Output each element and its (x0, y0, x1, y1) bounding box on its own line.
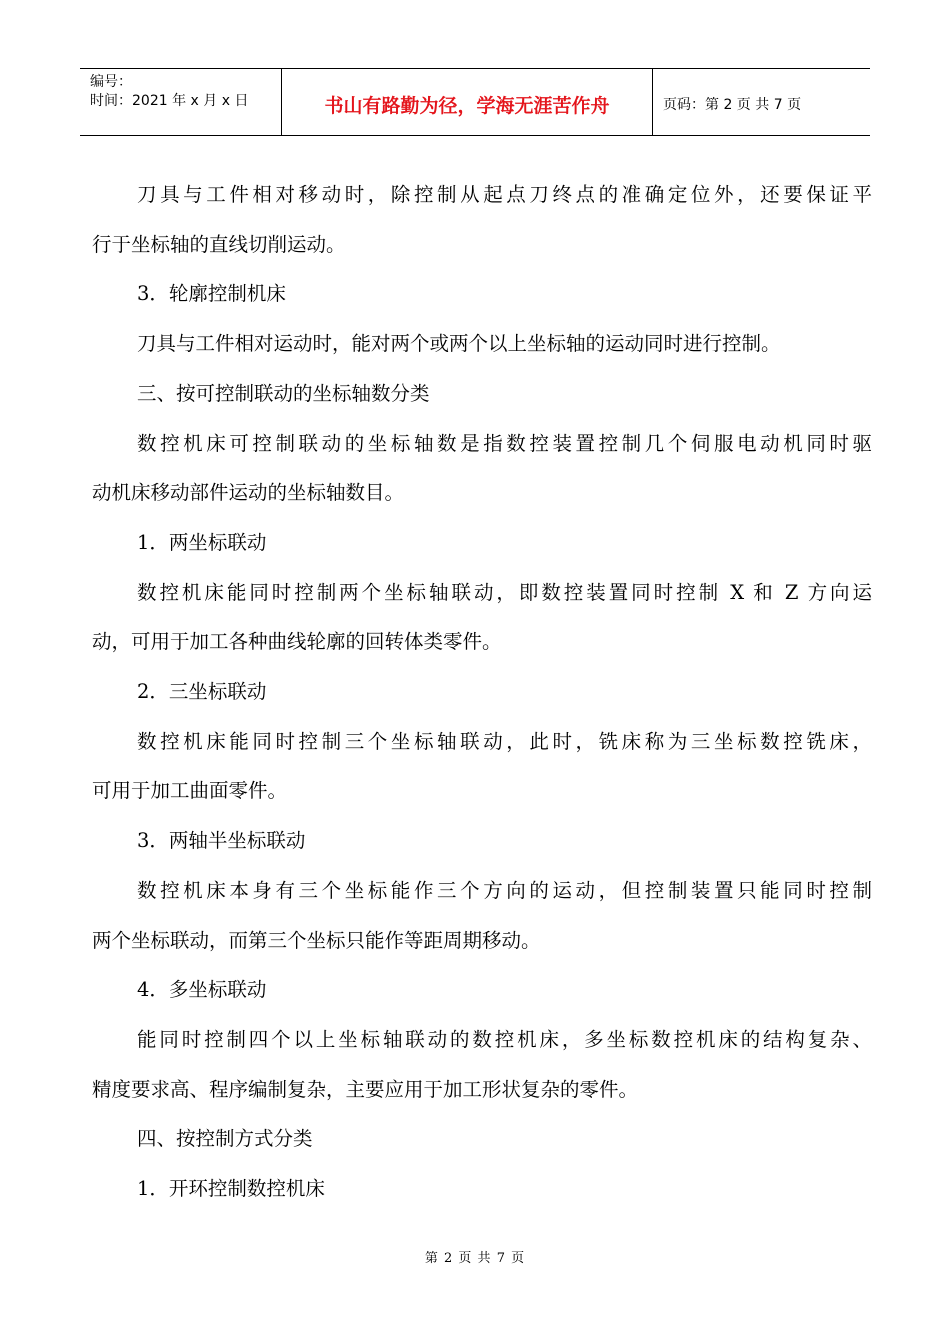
header-meta-cell (80, 69, 282, 135)
page-header (80, 68, 870, 136)
body-line: 两个坐标联动，而第三个坐标只能作等距周期移动。 (92, 928, 541, 952)
body-line: 行于坐标轴的直线切削运动。 (92, 232, 346, 256)
section-heading: 1．开环控制数控机床 (137, 1177, 325, 1201)
section-heading: 三、按可控制联动的坐标轴数分类 (137, 381, 430, 405)
body-line: 数控机床能同时控制三个坐标轴联动，此时，铣床称为三坐标数控铣床， (137, 729, 872, 753)
header-page-cell (653, 69, 870, 135)
body-line: 数控机床能同时控制两个坐标轴联动，即数控装置同时控制 X 和 Z 方向运 (137, 580, 872, 604)
header-page-info: 页码：第 2 页 共 7 页 (663, 97, 802, 113)
section-heading: 3．两轴半坐标联动 (137, 829, 306, 853)
body-line: 刀具与工件相对运动时，能对两个或两个以上坐标轴的运动同时进行控制。 (137, 332, 781, 356)
section-heading: 2．三坐标联动 (137, 680, 267, 704)
body-line: 动，可用于加工各种曲线轮廓的回转体类零件。 (92, 630, 502, 654)
document-body (92, 170, 872, 1214)
page-footer (0, 1247, 950, 1266)
body-line: 刀具与工件相对移动时，除控制从起点刀终点的准确定位外，还要保证平 (137, 183, 872, 206)
section-heading: 3．轮廓控制机床 (137, 282, 286, 306)
section-heading: 四、按控制方式分类 (137, 1127, 313, 1151)
time-label: 时间：2021 年 x 月 x 日 (90, 93, 249, 109)
body-line: 数控机床可控制联动的坐标轴数是指数控装置控制几个伺服电动机同时驱 (137, 431, 872, 455)
footer-page-number: 第 2 页 共 7 页 (424, 1251, 526, 1266)
section-heading: 1．两坐标联动 (137, 530, 267, 554)
section-heading: 4．多坐标联动 (137, 978, 267, 1002)
body-line: 数控机床本身有三个坐标能作三个方向的运动，但控制装置只能同时控制 (137, 878, 872, 902)
number-label: 编号： (90, 74, 132, 90)
motto-text: 书山有路勤为径，学海无涯苦作舟 (324, 94, 610, 117)
body-line: 可用于加工曲面零件。 (92, 779, 288, 803)
body-line: 能同时控制四个以上坐标轴联动的数控机床，多坐标数控机床的结构复杂、 (137, 1027, 872, 1051)
header-motto-cell (282, 69, 653, 135)
body-line: 精度要求高、程序编制复杂，主要应用于加工形状复杂的零件。 (92, 1077, 639, 1101)
body-line: 动机床移动部件运动的坐标轴数目。 (92, 481, 405, 505)
